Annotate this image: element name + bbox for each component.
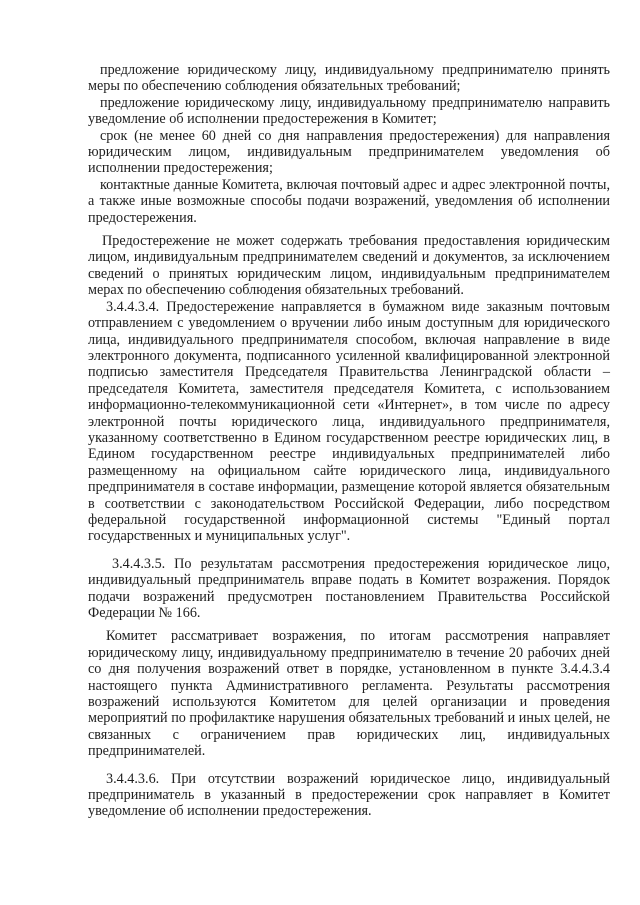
paragraph-3-4-4-3-5: 3.4.4.3.5. По результатам рассмотрения предостережения юридическое лицо, индивидуальный предприниматель вправе подать в Комитет возражения. Порядок подачи возражений предусмотрен постановлением Правительства Российской Федерации № 166. [88,555,610,621]
paragraph-proposal-measures: предложение юридическому лицу, индивидуальному предпринимателю принять меры по обеспечению соблюдения обязательных требований; [88,62,610,95]
paragraph-deadline: срок (не менее 60 дней со дня направления предостережения) для направления юридическим лицом, индивидуальным предпринимателем уведомления об исполнении предостережения; [88,127,610,177]
document-page [88,62,610,820]
paragraph-warning-restrictions: Предостережение не может содержать требования предоставления юридическим лицом, индивидуальным предпринимателем сведений и документов, за исключением сведений о принятых юридическим лицом, индивидуальным предпринимателем мерах по обеспечению соблюдения обязательных требований. [88,233,610,299]
paragraph-3-4-4-3-4: 3.4.4.3.4. Предостережение направляется в бумажном виде заказным почтовым отправлением с уведомлением о вручении либо иным доступным для юридического лица, индивидуального предпринимателя способом, включая направление в виде электронного документа, подписанного усиленной квалифицированной электронной подписью заместителя Председателя Правительства Ленинградской области – председателя Комитета, заместителя председателя Комитета, с использованием информационно-телекоммуникационной сети «Интернет», в том числе по адресу электронной почты юридического лица, индивидуального предпринимателя, указанному соответственно в Едином государственном реестре юридических лиц, в Едином государственном реестре индивидуальных предпринимателей либо размещенному на официальном сайте юридического лица, индивидуального предпринимателя в составе информации, размещение которой является обязательным в соответствии с законодательством Российской Федерации, либо посредством федеральной государственной информационной системы "Единый портал государственных и муниципальных услуг". [88,298,610,545]
paragraph-proposal-notification: предложение юридическому лицу, индивидуальному предпринимателю направить уведомление об исполнении предостережения в Комитет; [88,94,610,128]
paragraph-contact-data: контактные данные Комитета, включая почтовый адрес и адрес электронной почты, а также иные возможные способы подачи возражений, уведомления об исполнении предостережения. [88,176,610,226]
paragraph-3-4-4-3-6: 3.4.4.3.6. При отсутствии возражений юридическое лицо, индивидуальный предприниматель в указанный в предостережении срок направляет в Комитет уведомление об исполнении предостережения. [88,770,610,820]
paragraph-objections-review: Комитет рассматривает возражения, по итогам рассмотрения направляет юридическому лицу, индивидуальному предпринимателю в течение 20 рабочих дней со дня получения возражений ответ в порядке, установленном в пункте 3.4.4.3.4 настоящего пункта Административного регламента. Результаты рассмотрения возражений используются Комитетом для целей организации и проведения мероприятий по профилактике нарушения обязательных требований и иных целей, не связанных с ограничением прав юридических лиц, индивидуальных предпринимателей. [88,628,611,760]
